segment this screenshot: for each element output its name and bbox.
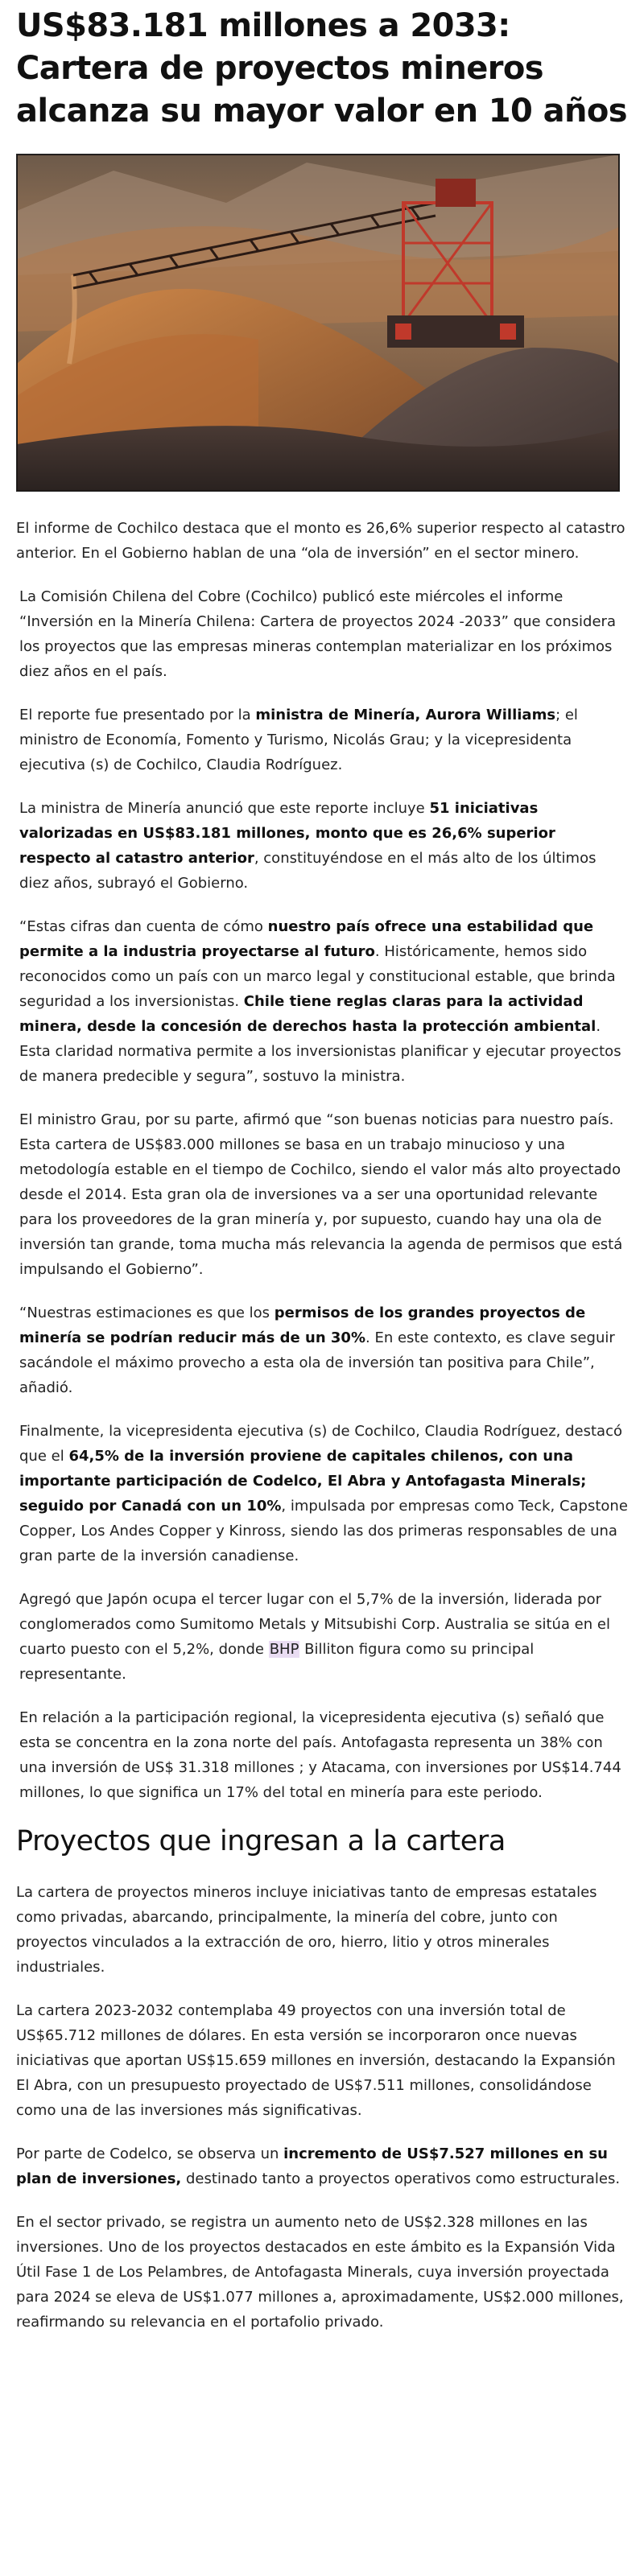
section-heading: Proyectos que ingresan a la cartera [16, 1825, 506, 1857]
hero-image [16, 154, 620, 492]
article-headline: US$83.181 millones a 2033: Cartera de proyectos mineros alcanza su mayor valor en 10 años [16, 7, 627, 130]
article [16, 0, 628, 2335]
highlighted-term: BHP [269, 1641, 299, 1658]
paragraph: La Comisión Chilena del Cobre (Cochilco) publicó este miércoles el informe “Inversión en la Minería Chilena: Cartera de proyectos 2024 -2033” que considera los proyectos que las empresas mineras contemplan materializar en los próximos diez años en el país. [19, 588, 616, 680]
paragraph: Por parte de Codelco, se observa un incremento de US$7.527 millones en su plan de inversiones, destinado tanto a proyectos operativos como estructurales. [16, 2145, 621, 2187]
paragraph: En relación a la participación regional, la vicepresidenta ejecutiva (s) señaló que esta se concentra en la zona norte del país. Antofagasta representa un 38% con una inversión de US$ 31.318 millones ; y Atacama, con inversiones por US$14.744 millones, lo que significa un 17% del total en minería para este periodo. [19, 1709, 621, 1801]
paragraph: El reporte fue presentado por la ministra de Minería, Aurora Williams; el ministro de Economía, Fomento y Turismo, Nicolás Grau; y la vicepresidenta ejecutiva (s) de Cochilco, Claudia Rodríguez. [19, 707, 578, 773]
paragraph: La ministra de Minería anunció que este reporte incluye 51 iniciativas valorizadas en US$83.181 millones, monto que es 26,6% superior respecto al catastro anterior, constituyéndose en el más alto de los últimos diez años, subrayó el Gobierno. [19, 800, 597, 892]
paragraph: Finalmente, la vicepresidenta ejecutiva (s) de Cochilco, Claudia Rodríguez, destacó que el 64,5% de la inversión proviene de capitales chilenos, con una importante participación de Codelco, El Abra y Antofagasta Minerals; seguido por Canadá con un 10%, impulsada por empresas como Teck, Capstone Copper, Los Andes Copper y Kinross, siendo las dos primeras responsables de una gran parte de la inversión canadiense. [19, 1423, 628, 1564]
quote-paragraph: “Nuestras estimaciones es que los permisos de los grandes proyectos de minería se podrían reducir más de un 30%. En este contexto, es clave seguir sacándole el máximo provecho a esta ola de inversión tan positiva para Chile”, añadió. [19, 1304, 615, 1396]
paragraph: Agregó que Japón ocupa el tercer lugar con el 5,7% de la inversión, liderada por conglomerados como Sumitomo Metals y Mitsubishi Corp. Australia se sitúa en el cuarto puesto con el 5,2%, donde BHP Billiton figura como su principal representante. [19, 1591, 610, 1683]
mining-conveyor-photo-icon [17, 155, 619, 491]
paragraph: La cartera 2023-2032 contemplaba 49 proyectos con una inversión total de US$65.712 millones de dólares. En esta versión se incorporaron once nuevas iniciativas que aportan US$15.659 millones en inversión, destacando la Expansión El Abra, con un presupuesto proyectado de US$7.511 millones, consolidándose como una de las inversiones más significativas. [16, 2002, 616, 2119]
article-lede: El informe de Cochilco destaca que el monto es 26,6% superior respecto al catastro anterior. En el Gobierno hablan de una “ola de inversión” en el sector minero. [16, 520, 625, 562]
quote-paragraph: “Estas cifras dan cuenta de cómo nuestro país ofrece una estabilidad que permite a la industria proyectarse al futuro. Históricamente, hemos sido reconocidos como un país con un marco legal y constitucional estable, que brinda seguridad a los inversionistas. Chile tiene reglas claras para la actividad minera, desde la concesión de derechos hasta la protección ambiental. Esta claridad normativa permite a los inversionistas planificar y ejecutar proyectos de manera predecible y segura”, sostuvo la ministra. [19, 918, 621, 1085]
paragraph: En el sector privado, se registra un aumento neto de US$2.328 millones en las inversiones. Uno de los proyectos destacados en este ámbito es la Expansión Vida Útil Fase 1 de Los Pelambres, de Antofagasta Minerals, cuya inversión proyectada para 2024 se eleva de US$1.077 millones a, aproximadamente, US$2.000 millones, reafirmando su relevancia en el portafolio privado. [16, 2214, 624, 2331]
paragraph: La cartera de proyectos mineros incluye iniciativas tanto de empresas estatales como privadas, abarcando, principalmente, la minería del cobre, junto con proyectos vinculados a la extracción de oro, hierro, litio y otros minerales industriales. [16, 1884, 597, 1976]
paragraph: El ministro Grau, por su parte, afirmó que “son buenas noticias para nuestro país. Esta cartera de US$83.000 millones se basa en un trabajo minucioso y una metodología estable en el tiempo de Cochilco, siendo el valor más alto proyectado desde el 2014. Esta gran ola de inversiones va a ser una oportunidad relevante para los proveedores de la gran minería y, por supuesto, cuando hay una ola de inversión tan grande, toma mucha más relevancia la agenda de permisos que está impulsando el Gobierno”. [19, 1111, 623, 1278]
